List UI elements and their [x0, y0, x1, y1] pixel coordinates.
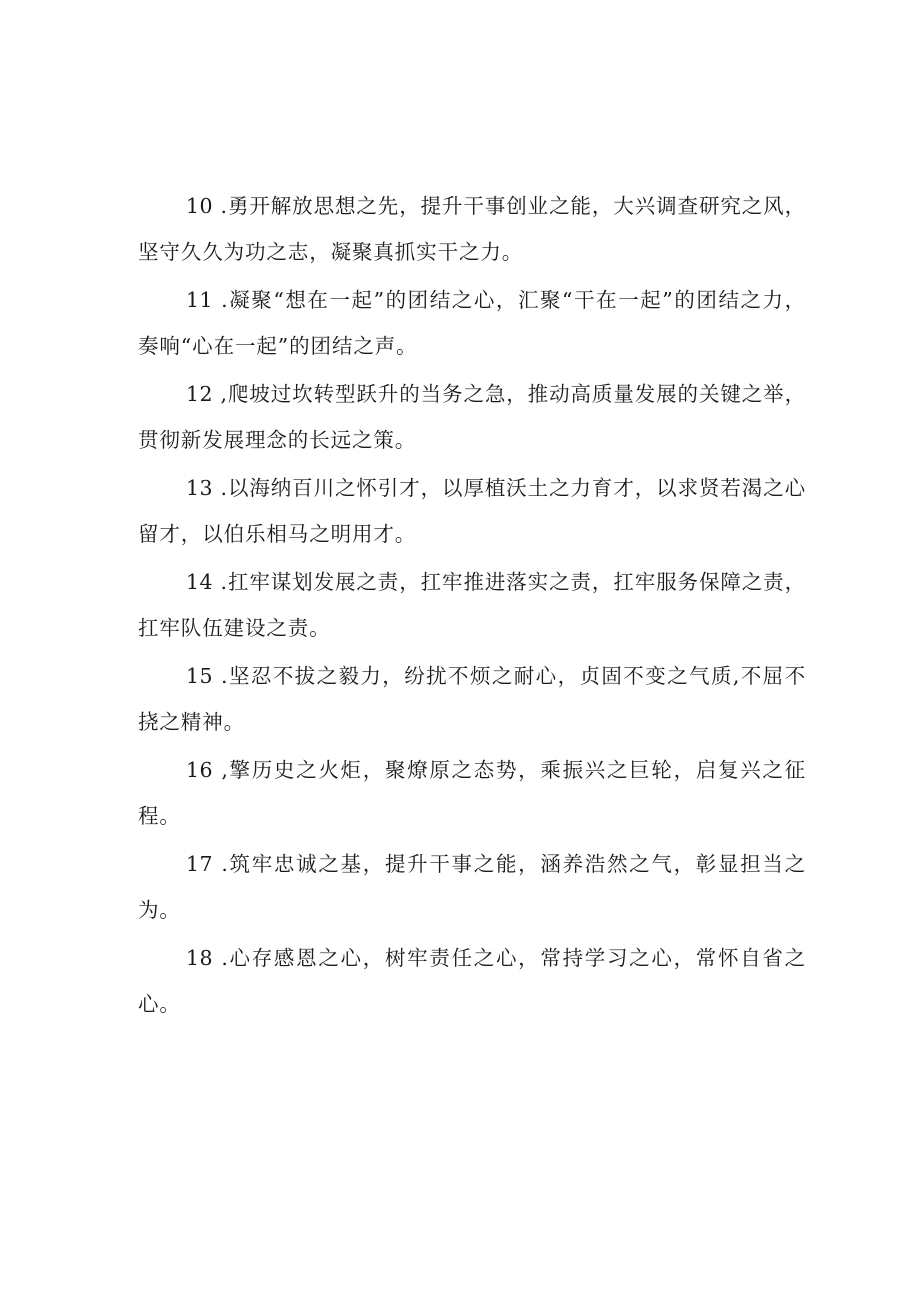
list-item-15 [138, 653, 806, 745]
item-number: 11 [186, 288, 214, 312]
item-number: 10 [186, 194, 214, 218]
item-text: .勇开解放思想之先，提升干事创业之能，大兴调查研究之风，坚守久久为功之志，凝聚真抓实干之力。 [138, 194, 806, 264]
item-number: 18 [186, 946, 214, 970]
list-item-13 [138, 465, 806, 557]
list-item-14 [138, 559, 806, 651]
item-text: ,擎历史之火炬，聚燎原之态势，乘振兴之巨轮，启复兴之征程。 [138, 758, 806, 828]
item-number: 14 [186, 570, 214, 594]
list-item-10 [138, 183, 806, 275]
list-item-11 [138, 277, 806, 369]
list-item-12 [138, 371, 806, 463]
item-text: .以海纳百川之怀引才，以厚植沃土之力育才，以求贤若渴之心留才，以伯乐相马之明用才。 [138, 476, 806, 546]
item-number: 15 [186, 664, 214, 688]
item-number: 12 [186, 382, 214, 406]
item-number: 17 [186, 852, 214, 876]
list-item-16 [138, 747, 806, 839]
item-text: .凝聚“想在一起”的团结之心，汇聚“干在一起”的团结之力，奏响“心在一起”的团结之声。 [138, 288, 806, 358]
list-item-17 [138, 841, 806, 933]
item-text: .筑牢忠诚之基，提升干事之能，涵养浩然之气，彰显担当之为。 [138, 852, 806, 922]
item-text: ,爬坡过坎转型跃升的当务之急，推动高质量发展的关键之举，贯彻新发展理念的长远之策。 [138, 382, 806, 452]
item-text: .坚忍不拔之毅力，纷扰不烦之耐心，贞固不变之气质,不屈不挠之精神。 [138, 664, 806, 734]
item-text: .扛牢谋划发展之责，扛牢推进落实之责，扛牢服务保障之责，扛牢队伍建设之责。 [138, 570, 806, 640]
item-number: 16 [186, 758, 214, 782]
document-page [138, 183, 806, 1029]
item-text: .心存感恩之心，树牢责任之心，常持学习之心，常怀自省之心。 [138, 946, 806, 1016]
item-number: 13 [186, 476, 214, 500]
list-item-18 [138, 935, 806, 1027]
